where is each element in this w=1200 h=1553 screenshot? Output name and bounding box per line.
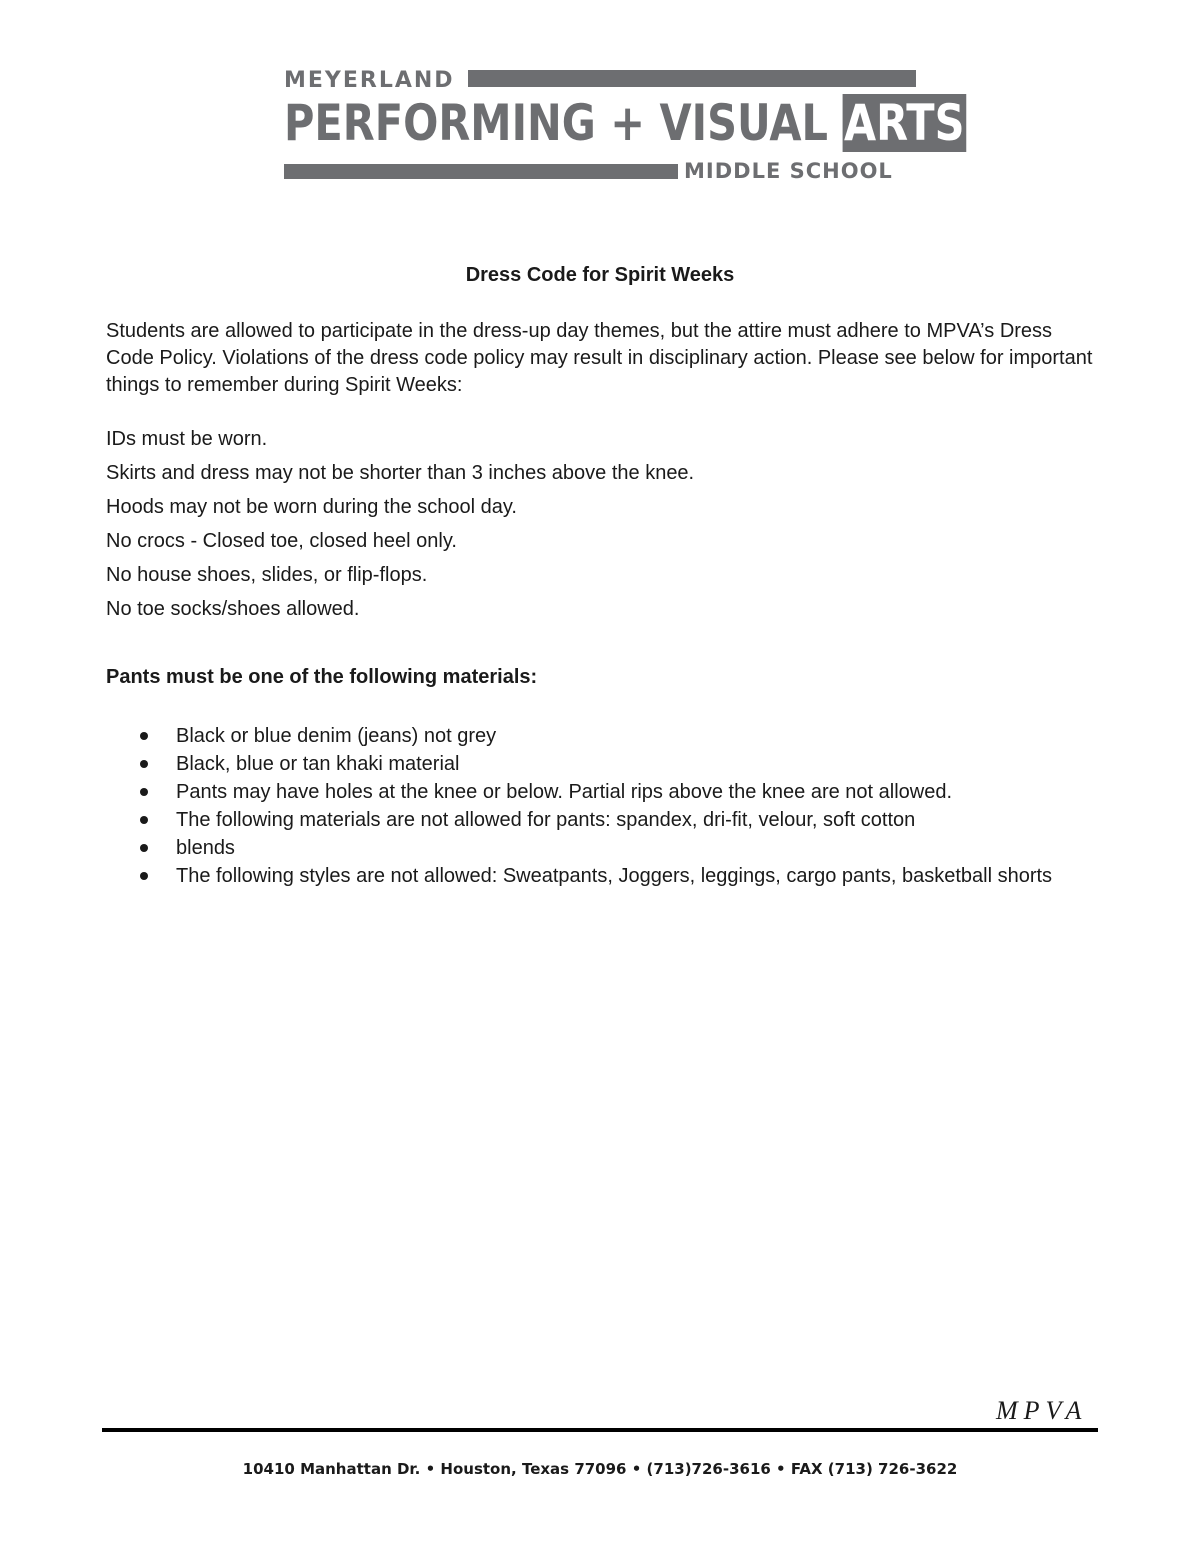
- logo-top-bar: [468, 70, 916, 87]
- pants-list-item: [140, 862, 1120, 890]
- logo-arts-text: ARTS: [844, 94, 965, 152]
- pants-list-item: [140, 806, 1120, 834]
- bullet-icon: [140, 788, 148, 796]
- bullet-icon: [140, 816, 148, 824]
- rule-item: No house shoes, slides, or flip-flops.: [106, 564, 428, 586]
- bullet-icon: [140, 872, 148, 880]
- rule-item: No toe socks/shoes allowed.: [106, 598, 360, 620]
- pants-list-item: [140, 722, 1120, 750]
- pants-list-item: [140, 750, 1120, 778]
- logo-middle-school-text: MIDDLE SCHOOL: [684, 159, 893, 183]
- pants-item-text: Pants may have holes at the knee or below. Partial rips above the knee are not allowed.: [176, 781, 953, 803]
- pants-list: [140, 722, 1120, 890]
- rule-item: Hoods may not be worn during the school day.: [106, 496, 517, 518]
- bullet-icon: [140, 844, 148, 852]
- logo-meyerland-text: MEYERLAND: [284, 68, 455, 93]
- rule-item: Skirts and dress may not be shorter than 3 inches above the knee.: [106, 462, 695, 484]
- pants-list-item: [140, 778, 1120, 806]
- pants-item-text: blends: [176, 837, 235, 859]
- logo-performing-visual-arts-text: [284, 94, 966, 152]
- pants-heading: Pants must be one of the following materials:: [106, 666, 538, 688]
- rules-list: [106, 426, 694, 630]
- pants-list-item: [140, 834, 1120, 862]
- document-title: Dress Code for Spirit Weeks: [465, 264, 735, 286]
- pants-item-text: Black, blue or tan khaki material: [176, 753, 460, 775]
- footer-address: 10410 Manhattan Dr. • Houston, Texas 77096 • (713)726-3616 • FAX (713) 726-3622: [242, 1460, 958, 1478]
- intro-paragraph: Students are allowed to participate in the dress-up day themes, but the attire must adhere to MPVA’s Dress Code Policy. Violations of the dress code policy may result in disciplinary action. Please see below for important things to remember during Spirit Weeks:: [106, 320, 1093, 396]
- bullet-icon: [140, 760, 148, 768]
- rule-item: No crocs - Closed toe, closed heel only.: [106, 530, 457, 552]
- footer-mpva-mark: MPVA: [996, 1396, 1088, 1425]
- bullet-icon: [140, 732, 148, 740]
- footer-divider: [102, 1428, 1098, 1432]
- pants-item-text: Black or blue denim (jeans) not grey: [176, 725, 497, 747]
- rule-item: IDs must be worn.: [106, 428, 268, 450]
- pants-item-text: The following materials are not allowed for pants: spandex, dri-fit, velour, soft cotton: [176, 809, 916, 831]
- pants-item-text: The following styles are not allowed: Sweatpants, Joggers, leggings, cargo pants, basketball shorts: [176, 865, 1053, 887]
- school-logo: [284, 66, 965, 184]
- logo-bottom-bar: [284, 164, 678, 179]
- logo-main-text: PERFORMING + VISUAL: [284, 94, 843, 152]
